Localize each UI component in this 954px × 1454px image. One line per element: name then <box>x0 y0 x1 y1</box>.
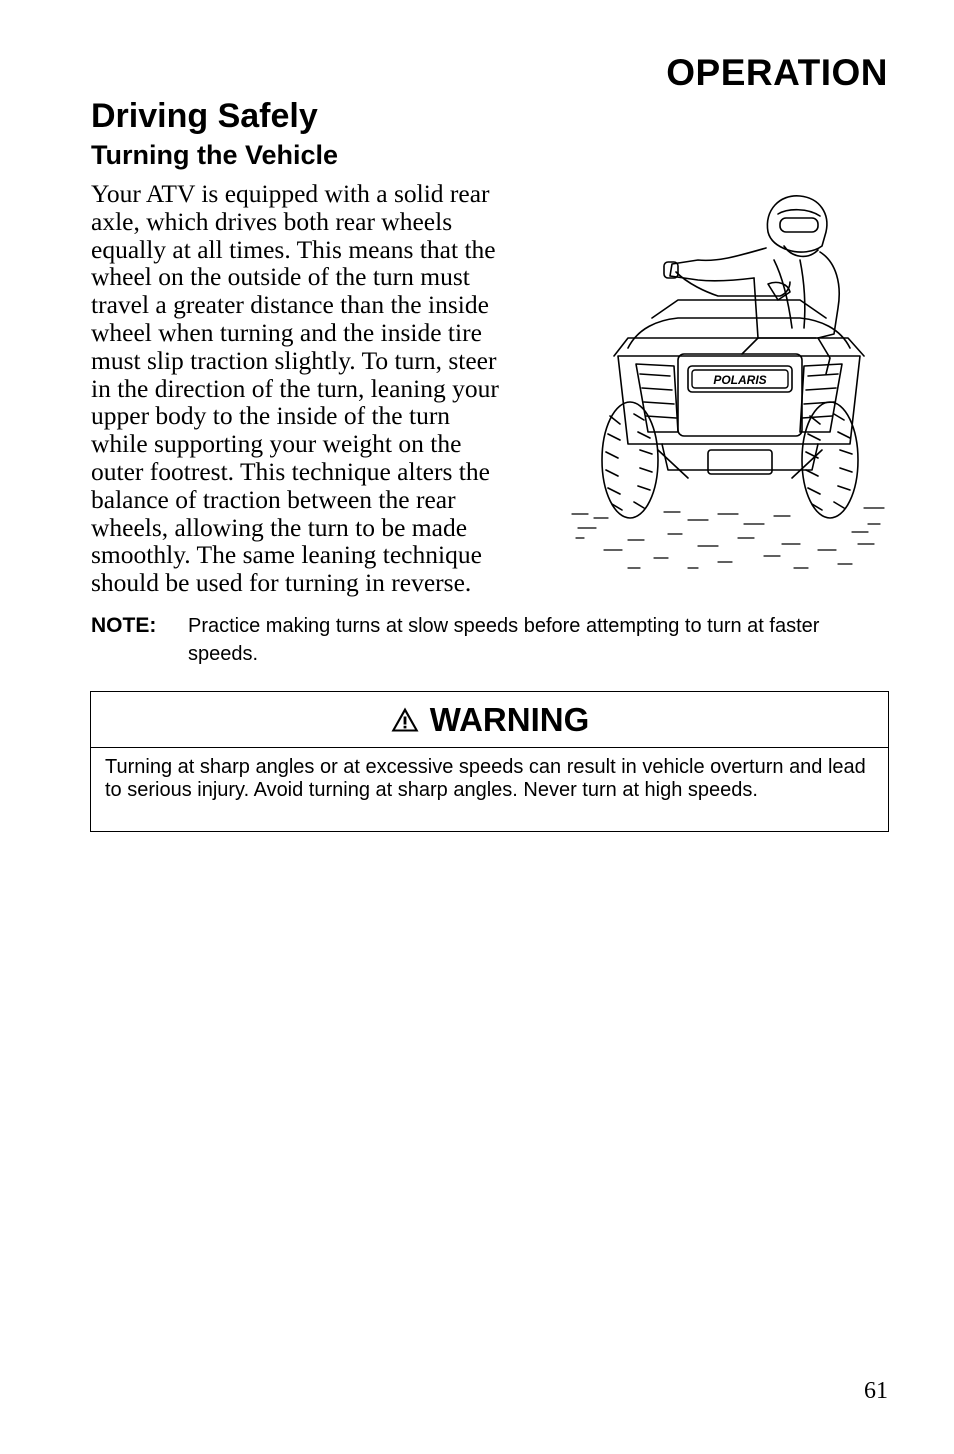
body-line: wheels, allowing the turn to be made <box>91 512 468 542</box>
body-line: wheel on the outside of the turn must <box>91 262 470 292</box>
warning-title: WARNING <box>429 700 590 738</box>
body-line: axle, which drives both rear wheels <box>91 206 453 236</box>
body-line: balance of traction between the rear <box>91 484 456 514</box>
body-line: wheel when turning and the inside tire <box>91 317 482 347</box>
note-text: Practice making turns at slow speeds before attempting to turn at faster speeds. <box>188 615 820 665</box>
brand-label: POLARIS <box>713 373 767 387</box>
page-title: Driving Safely <box>91 97 318 135</box>
body-line: should be used for turning in reverse. <box>91 568 472 598</box>
warning-text: Turning at sharp angles or at excessive speeds can result in vehicle overturn and lead to serious injury. Avoid turning at sharp angles. Never turn at high speeds. <box>105 756 866 801</box>
body-line: while supporting your weight on the <box>91 429 462 459</box>
note <box>91 612 871 665</box>
page-number: 61 <box>864 1378 888 1404</box>
atv-rider-illustration <box>568 188 888 578</box>
body-line: smoothly. The same leaning technique <box>91 540 482 570</box>
body-line: in the direction of the turn, leaning your <box>91 373 499 403</box>
body-line: must slip traction slightly. To turn, steer <box>91 345 497 375</box>
subheading: Turning the Vehicle <box>91 140 339 170</box>
note-label: NOTE: <box>91 614 157 637</box>
warning-header <box>91 692 888 748</box>
body-line: travel a greater distance than the inside <box>91 290 489 320</box>
warning-triangle-icon <box>390 706 420 733</box>
section-header: OPERATION <box>666 52 888 93</box>
body-line: equally at all times. This means that the <box>91 234 496 264</box>
body-paragraph <box>91 180 541 597</box>
body-line: Your ATV is equipped with a solid rear <box>91 179 490 208</box>
body-line: outer footrest. This technique alters the <box>91 456 490 486</box>
warning-box <box>90 691 889 832</box>
body-line: upper body to the inside of the turn <box>91 401 451 431</box>
